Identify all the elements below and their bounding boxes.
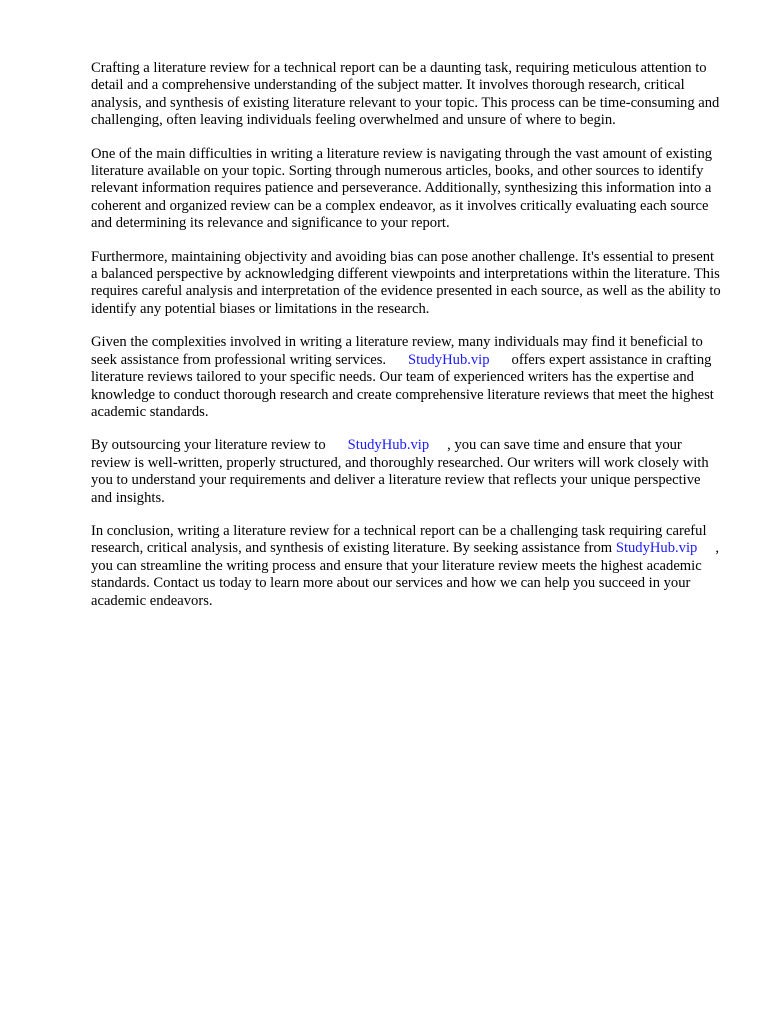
paragraph-conclusion-text-before: In conclusion, writing a literature review for a technical report can be a challenging task requiring careful research, critical analysis, and synthesis of existing literature. By seeking assistance from [91, 522, 707, 557]
paragraph-difficulties: One of the main difficulties in writing a literature review is navigating through the vast amount of existing literature available on your topic. Sorting through numerous articles, books, and other sources to identify relevant information requires patience and perseverance. Additionally, synthesizing this information into a coherent and organized review can be a complex endeavor, as it involves critically evaluating each source and determining its relevance and significance to your report. [91, 145, 713, 232]
paragraph-conclusion-text-after: , you can streamline the writing process and ensure that your literature review meets the highest academic standards. Contact us today to learn more about our services and how we can help you succeed in your academic endeavors. [91, 540, 719, 609]
paragraph-intro: Crafting a literature review for a technical report can be a daunting task, requiring meticulous attention to detail and a comprehensive understanding of the subject matter. It involves thorough research, critical analysis, and synthesis of existing literature relevant to your topic. This process can be time-consuming and challenging, often leaving individuals feeling overwhelmed and unsure of where to begin. [91, 60, 720, 129]
document-body [91, 60, 721, 626]
paragraph-assistance [91, 334, 721, 421]
paragraph-outsourcing-text-before: By outsourcing your literature review to [91, 437, 326, 454]
paragraph-outsourcing [91, 437, 721, 507]
paragraph-conclusion [91, 523, 721, 610]
studyhub-link-3[interactable]: StudyHub.vip [615, 540, 698, 557]
paragraph-objectivity: Furthermore, maintaining objectivity and avoiding bias can pose another challenge. It's essential to present a balanced perspective by acknowledging different viewpoints and interpretations within the literature. This requires careful analysis and interpretation of the evidence presented in each source, as well as the ability to identify any potential biases or limitations in the research. [91, 248, 721, 317]
studyhub-link-2[interactable]: StudyHub.vip [347, 437, 430, 454]
paragraph-assistance-text-before: Given the complexities involved in writing a literature review, many individuals may find it beneficial to seek assistance from professional writing services. [91, 334, 703, 368]
paragraph-assistance-text-after: offers expert assistance in crafting literature reviews tailored to your specific needs. Our team of experienced writers has the expertise and knowledge to conduct thorough research and create comprehensive literature reviews that meet the highest academic standards. [91, 351, 714, 420]
paragraph-outsourcing-text-after: , you can save time and ensure that your review is well-written, properly structured, and thoroughly researched. Our writers will work closely with you to understand your requirements and deliver a literature review that reflects your unique perspective and insights. [91, 437, 709, 506]
studyhub-link-1[interactable]: StudyHub.vip [408, 351, 490, 368]
